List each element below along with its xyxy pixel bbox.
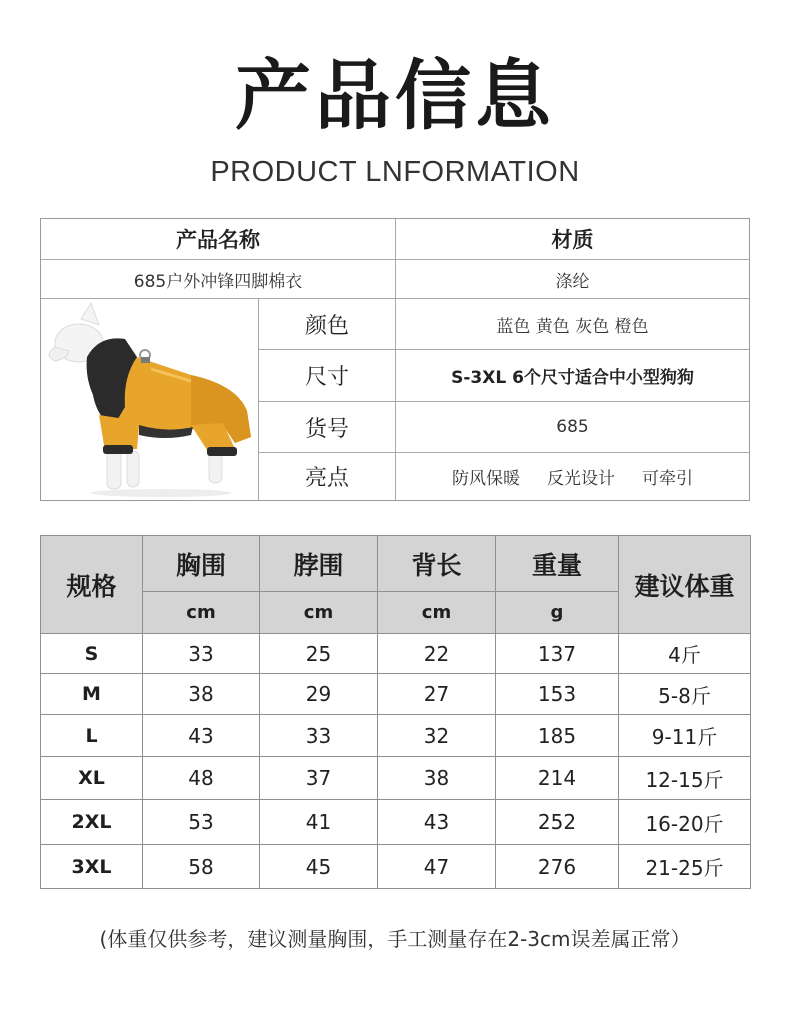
table-cell: 47 — [378, 845, 496, 888]
size-label: 尺寸 — [259, 350, 396, 402]
table-cell: 25 — [260, 634, 378, 674]
product-info-table — [40, 218, 750, 501]
table-cell: 41 — [260, 800, 378, 845]
back-length-unit: cm — [378, 592, 496, 634]
table-cell: 214 — [496, 757, 619, 800]
table-cell: 48 — [143, 757, 260, 800]
page-title: 产品信息 — [235, 51, 555, 140]
table-cell: 58 — [143, 845, 260, 888]
table-cell: 185 — [496, 715, 619, 757]
size-cell-xl: XL — [41, 757, 143, 800]
size-value: S-3XL 6个尺寸适合中小型狗狗 — [396, 350, 749, 402]
table-cell: 43 — [378, 800, 496, 845]
table-cell: 252 — [496, 800, 619, 845]
size-cell-2xl: 2XL — [41, 800, 143, 845]
size-cell-s: S — [41, 634, 143, 674]
size-chart-table — [40, 535, 751, 889]
material-value: 涤纶 — [396, 260, 749, 299]
table-cell: 37 — [260, 757, 378, 800]
table-cell: 53 — [143, 800, 260, 845]
weight-header: 重量 — [496, 536, 619, 592]
page-subtitle: PRODUCT LNFORMATION — [210, 156, 580, 188]
table-cell: 12-15斤 — [619, 757, 750, 800]
chest-unit: cm — [143, 592, 260, 634]
dog-jacket-image — [41, 299, 259, 501]
table-cell: 153 — [496, 674, 619, 715]
table-cell: 21-25斤 — [645, 856, 724, 880]
table-cell: 32 — [378, 715, 496, 757]
back-length-header: 背长 — [378, 536, 496, 592]
table-cell: 5-8斤 — [619, 674, 750, 715]
highlights-label: 亮点 — [259, 453, 396, 500]
size-cell-3xl: 3XL — [41, 845, 143, 888]
weight-unit: g — [496, 592, 619, 634]
table-cell: 22 — [378, 634, 496, 674]
neck-header: 脖围 — [260, 536, 378, 592]
spec-header: 规格 — [41, 536, 143, 634]
neck-unit: cm — [260, 592, 378, 634]
item-number-label: 货号 — [259, 402, 396, 453]
highlights-value: 防风保暖 反光设计 可牵引 — [451, 469, 694, 489]
table-cell: 16-20斤 — [619, 800, 750, 845]
table-cell: 276 — [496, 845, 619, 888]
product-name-header: 产品名称 — [41, 219, 396, 260]
table-cell: 38 — [143, 674, 260, 715]
color-value: 蓝色 黄色 灰色 橙色 — [396, 299, 749, 350]
product-name-value: 685户外冲锋四脚棉衣 — [41, 260, 396, 299]
table-cell: 45 — [260, 845, 378, 888]
chest-header: 胸围 — [143, 536, 260, 592]
size-cell-l: L — [41, 715, 143, 757]
color-label: 颜色 — [259, 299, 396, 350]
table-cell: 33 — [143, 634, 260, 674]
table-cell: 29 — [260, 674, 378, 715]
table-cell: 27 — [378, 674, 496, 715]
table-cell: 38 — [378, 757, 496, 800]
table-cell: 33 — [260, 715, 378, 757]
suggested-weight-header: 建议体重 — [619, 536, 750, 634]
item-number-value: 685 — [396, 402, 749, 453]
table-cell: 9-11斤 — [619, 715, 750, 757]
material-header: 材质 — [396, 219, 749, 260]
table-cell: 137 — [496, 634, 619, 674]
measurement-note: (体重仅供参考，建议测量胸围，手工测量存在2-3cm误差属正常） — [99, 927, 691, 951]
table-cell: 4斤 — [619, 634, 750, 674]
table-cell: 43 — [143, 715, 260, 757]
size-cell-m: M — [41, 674, 143, 715]
